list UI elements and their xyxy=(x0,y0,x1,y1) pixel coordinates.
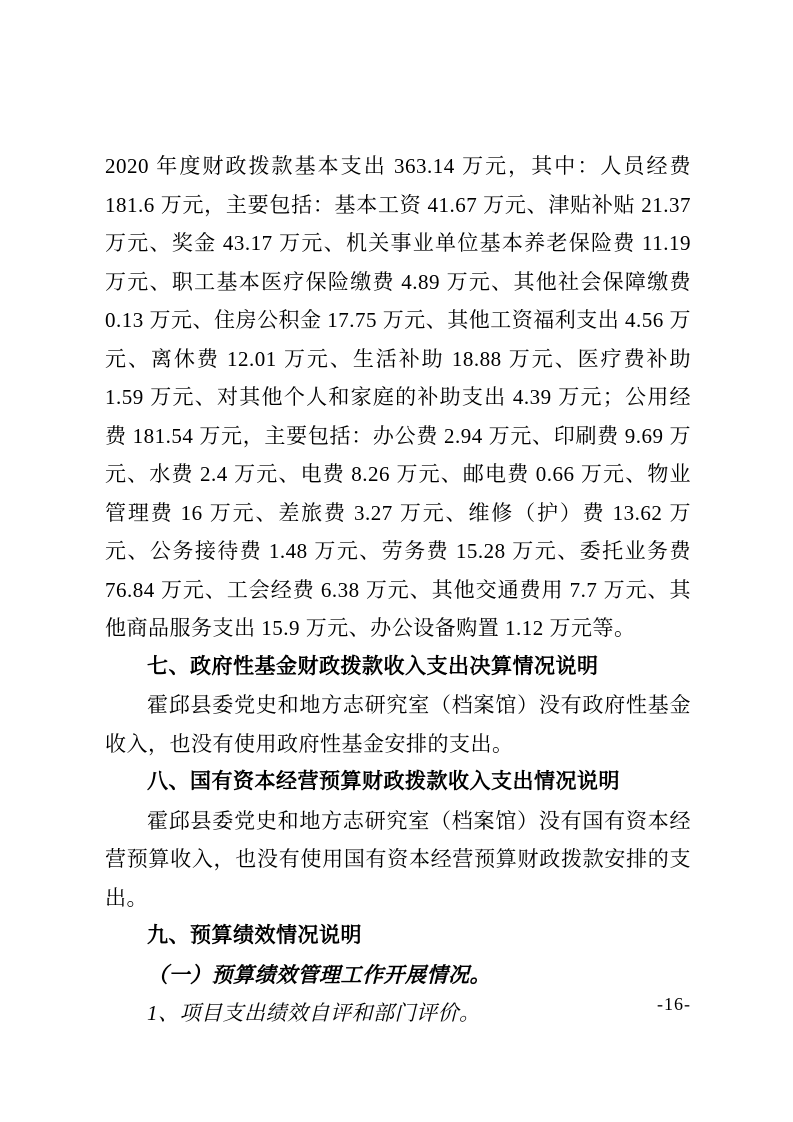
paragraph-gov-fund-statement: 霍邱县委党史和地方志研究室（档案馆）没有政府性基金收入，也没有使用政府性基金安排的支出。 xyxy=(105,693,691,756)
subsection-heading-9-1-performance-management: （一）预算绩效管理工作开展情况。 xyxy=(147,962,491,987)
section-heading-8-state-capital: 八、国有资本经营预算财政拨款收入支出情况说明 xyxy=(147,770,620,793)
section-heading-9-budget-performance: 九、预算绩效情况说明 xyxy=(147,924,362,947)
paragraph-performance-self-evaluation: 1、项目支出绩效自评和部门评价。 xyxy=(147,1001,481,1025)
paragraph-basic-expenditure-detail: 2020 年度财政拨款基本支出 363.14 万元，其中：人员经费 181.6 万元，主要包括：基本工资 41.67 万元、津贴补贴 21.37 万元、奖金 43.17 万元、机关事业单位基本养老保险费 11.19 万元、职工基本医疗保险缴费 4.89 万元、其他社会保障缴费 0.13 万元、住房公积金 17.75 万元、其他工资福利支出 4.56 万元、离休费 12.01 万元、生活补助 18.88 万元、医疗费补助 1.59 万元、对其他个人和家庭的补助支出 4.39 万元；公用经费 181.54 万元，主要包括：办公费 2.94 万元、印刷费 9.69 万元、水费 2.4 万元、电费 8.26 万元、邮电费 0.66 万元、物业管理费 16 万元、差旅费 3.27 万元、维修（护）费 13.62 万元、公务接待费 1.48 万元、劳务费 15.28 万元、委托业务费 76.84 万元、工会经费 6.38 万元、其他交通费用 7.7 万元、其他商品服务支出 15.9 万元、办公设备购置 1.12 万元等。 xyxy=(105,154,691,640)
page-number: -16- xyxy=(657,994,691,1014)
paragraph-state-capital-statement: 霍邱县委党史和地方志研究室（档案馆）没有国有资本经营预算收入，也没有使用国有资本经营预算财政拨款安排的支出。 xyxy=(105,808,691,910)
section-heading-7-gov-fund: 七、政府性基金财政拨款收入支出决算情况说明 xyxy=(147,654,599,678)
page-body xyxy=(105,147,691,1033)
